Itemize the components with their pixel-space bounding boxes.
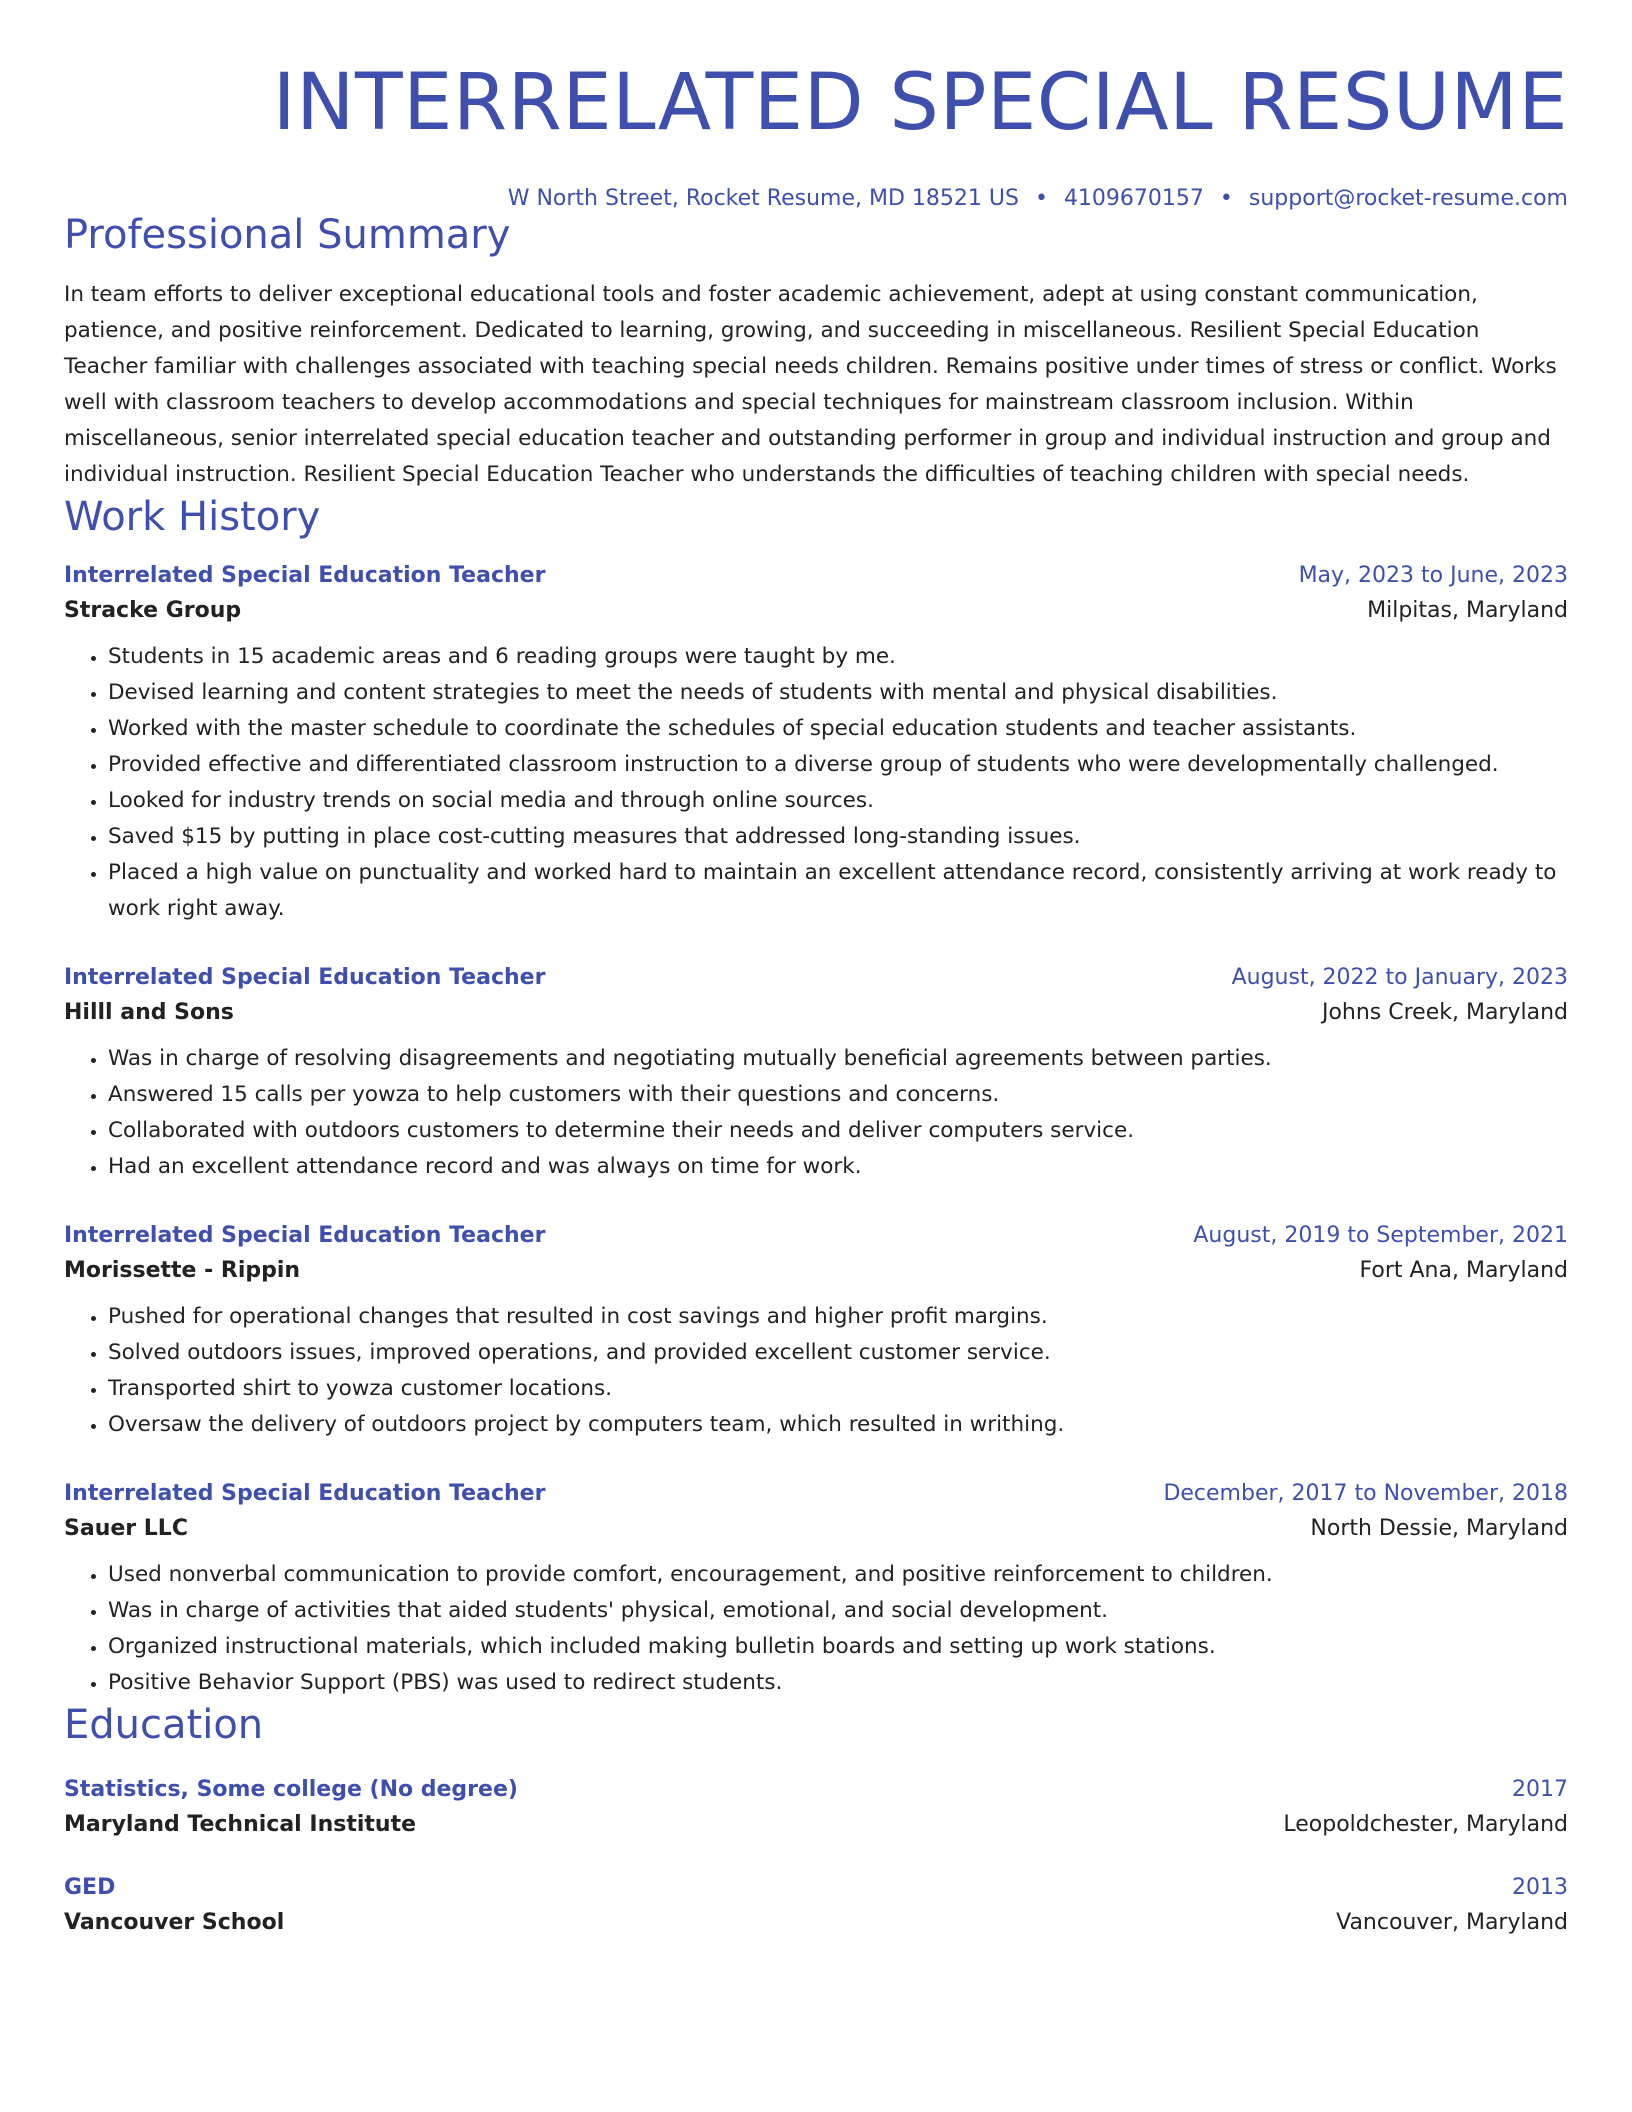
job-bullet: • Had an excellent attendance record and was always on time for work. xyxy=(108,1149,1568,1185)
job-bullets xyxy=(64,1557,1568,1701)
job-bullet: • Was in charge of resolving disagreements and negotiating mutually beneficial agreements between parties. xyxy=(108,1041,1568,1077)
education-header-row xyxy=(64,1875,1568,1900)
education-year: 2017 xyxy=(1512,1777,1568,1802)
job-entry xyxy=(64,563,1568,927)
job-dates: August, 2022 to January, 2023 xyxy=(1231,965,1568,990)
job-dates: August, 2019 to September, 2021 xyxy=(1193,1223,1568,1248)
job-dates: December, 2017 to November, 2018 xyxy=(1163,1481,1568,1506)
job-header-row xyxy=(64,1223,1568,1248)
job-bullet: • Was in charge of activities that aided students' physical, emotional, and social development. xyxy=(108,1593,1568,1629)
job-bullet: • Saved $15 by putting in place cost-cutting measures that addressed long-standing issues. xyxy=(108,819,1568,855)
job-bullets xyxy=(64,1041,1568,1185)
job-location: North Dessie, Maryland xyxy=(1310,1516,1568,1541)
job-bullets xyxy=(64,639,1568,927)
education-year: 2013 xyxy=(1512,1875,1568,1900)
job-header-row xyxy=(64,1481,1568,1506)
job-bullet: • Collaborated with outdoors customers to determine their needs and deliver computers service. xyxy=(108,1113,1568,1149)
contact-separator: • xyxy=(1034,186,1048,211)
contact-address: W North Street, Rocket Resume, MD 18521 US xyxy=(507,186,1019,211)
job-bullet: • Organized instructional materials, which included making bulletin boards and setting up work stations. xyxy=(108,1629,1568,1665)
job-bullet: • Provided effective and differentiated classroom instruction to a diverse group of students who were developmentally challenged. xyxy=(108,747,1568,783)
job-bullet: • Placed a high value on punctuality and worked hard to maintain an excellent attendance record, consistently arriving at work ready to work right away. xyxy=(108,855,1568,927)
job-title: Interrelated Special Education Teacher xyxy=(64,1481,546,1506)
education-school-row xyxy=(64,1910,1568,1935)
summary-heading: Professional Summary xyxy=(64,212,511,258)
job-company: Sauer LLC xyxy=(64,1516,188,1541)
education-entry xyxy=(64,1777,1568,1837)
job-company: Morissette - Rippin xyxy=(64,1258,301,1283)
job-bullet: • Positive Behavior Support (PBS) was used to redirect students. xyxy=(108,1665,1568,1701)
job-bullets xyxy=(64,1299,1568,1443)
job-bullet: • Solved outdoors issues, improved operations, and provided excellent customer service. xyxy=(108,1335,1568,1371)
education-entry xyxy=(64,1875,1568,1935)
education-header-row xyxy=(64,1777,1568,1802)
job-title: Interrelated Special Education Teacher xyxy=(64,1223,546,1248)
contact-email: support@rocket-resume.com xyxy=(1248,186,1568,211)
education-school-row xyxy=(64,1812,1568,1837)
job-header-row xyxy=(64,563,1568,588)
resume-title: INTERRELATED SPECIAL RESUME xyxy=(272,58,1568,148)
job-bullet: • Students in 15 academic areas and 6 reading groups were taught by me. xyxy=(108,639,1568,675)
contact-separator: • xyxy=(1219,186,1233,211)
job-location: Milpitas, Maryland xyxy=(1367,598,1568,623)
job-company: Stracke Group xyxy=(64,598,242,623)
education-school: Vancouver School xyxy=(64,1910,285,1935)
contact-line xyxy=(64,186,1568,211)
education-degree: GED xyxy=(64,1875,116,1900)
job-bullet: • Answered 15 calls per yowza to help customers with their questions and concerns. xyxy=(108,1077,1568,1113)
job-bullet: • Worked with the master schedule to coordinate the schedules of special education students and teacher assistants. xyxy=(108,711,1568,747)
job-company: Hilll and Sons xyxy=(64,1000,234,1025)
job-company-row xyxy=(64,1000,1568,1025)
job-bullet: • Pushed for operational changes that resulted in cost savings and higher profit margins. xyxy=(108,1299,1568,1335)
job-entry xyxy=(64,965,1568,1185)
job-bullet: • Used nonverbal communication to provide comfort, encouragement, and positive reinforcement to children. xyxy=(108,1557,1568,1593)
job-entry xyxy=(64,1481,1568,1701)
work-history-list xyxy=(64,563,1568,1701)
contact-phone: 4109670157 xyxy=(1063,186,1204,211)
job-bullet: • Transported shirt to yowza customer locations. xyxy=(108,1371,1568,1407)
summary-text: In team efforts to deliver exceptional educational tools and foster academic achievement, adept at using constant communication, patience, and positive reinforcement. Dedicated to learning, growing, and succeeding in miscellaneous. Resilient Special Education Teacher familiar with challenges associated with teaching special needs children. Remains positive under times of stress or conflict. Works well with classroom teachers to develop accommodations and special techniques for mainstream classroom inclusion. Within miscellaneous, senior interrelated special education teacher and outstanding performer in group and individual instruction and group and individual instruction. Resilient Special Education Teacher who understands the difficulties of teaching children with special needs. xyxy=(64,282,1557,487)
job-header-row xyxy=(64,965,1568,990)
job-dates: May, 2023 to June, 2023 xyxy=(1298,563,1568,588)
education-heading: Education xyxy=(64,1702,264,1748)
job-bullet: • Looked for industry trends on social media and through online sources. xyxy=(108,783,1568,819)
education-school: Maryland Technical Institute xyxy=(64,1812,416,1837)
education-degree: Statistics, Some college (No degree) xyxy=(64,1777,518,1802)
job-company-row xyxy=(64,1258,1568,1283)
job-company-row xyxy=(64,1516,1568,1541)
job-location: Johns Creek, Maryland xyxy=(1321,1000,1568,1025)
job-bullet: • Oversaw the delivery of outdoors project by computers team, which resulted in writhing. xyxy=(108,1407,1568,1443)
education-location: Vancouver, Maryland xyxy=(1336,1910,1568,1935)
work-history-heading: Work History xyxy=(64,494,321,540)
job-company-row xyxy=(64,598,1568,623)
job-title: Interrelated Special Education Teacher xyxy=(64,563,546,588)
job-entry xyxy=(64,1223,1568,1443)
job-location: Fort Ana, Maryland xyxy=(1359,1258,1568,1283)
job-bullet: • Devised learning and content strategies to meet the needs of students with mental and physical disabilities. xyxy=(108,675,1568,711)
education-location: Leopoldchester, Maryland xyxy=(1283,1812,1568,1837)
job-title: Interrelated Special Education Teacher xyxy=(64,965,546,990)
